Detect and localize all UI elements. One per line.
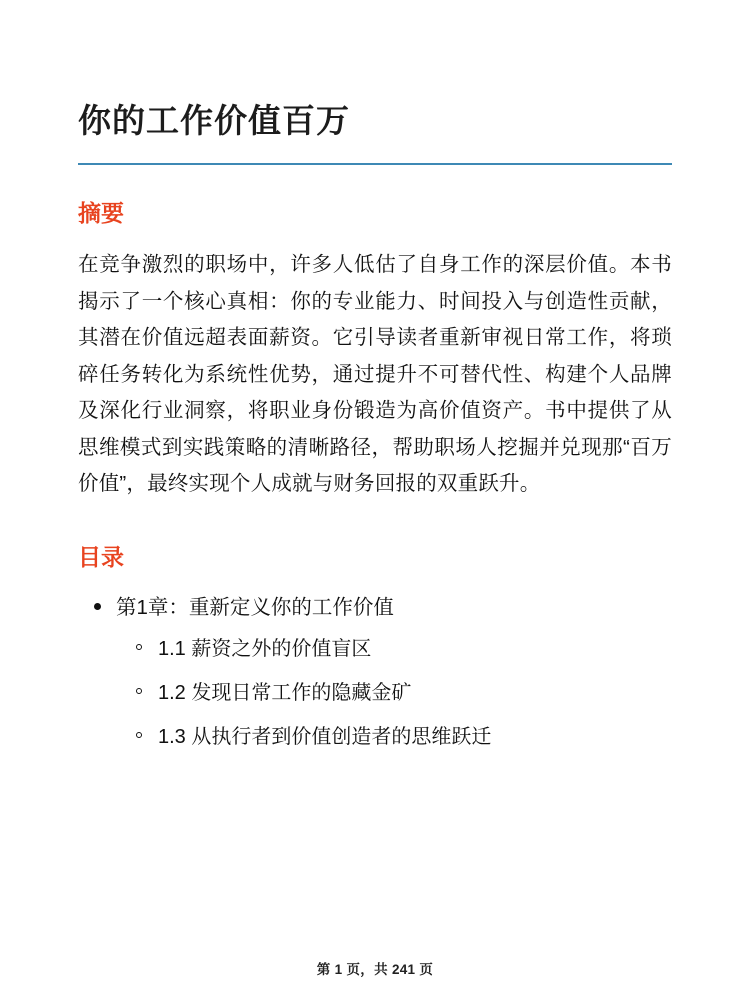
page-footer: 第 1 页，共 241 页 (316, 962, 434, 977)
bullet-circle-icon (136, 732, 142, 738)
toc-chapter-label[interactable]: 第1章：重新定义你的工作价值 (116, 595, 394, 619)
abstract-body: 在竞争激烈的职场中，许多人低估了自身工作的深层价值。本书揭示了一个核心真相：你的专业能力、时间投入与创造性贡献，其潜在价值远超表面薪资。它引导读者重新审视日常工作，将琐碎任务转化为系统性优势，通过提升不可替代性、构建个人品牌及深化行业洞察，将职业身份锻造为高价值资产。书中提供了从思维模式到实践策略的清晰路径，帮助职场人挖掘并兑现那“百万价值”，最终实现个人成就与财务回报的双重跃升。 (78, 253, 672, 496)
toc-heading: 目录 (78, 543, 124, 570)
page-title: 你的工作价值百万 (78, 102, 350, 139)
abstract-heading: 摘要 (78, 200, 124, 227)
title-divider (78, 163, 672, 165)
toc-section-item (116, 722, 672, 753)
bullet-disc-icon (94, 603, 101, 610)
bullet-circle-icon (136, 688, 142, 694)
toc-sublist (116, 634, 672, 753)
toc-section-label[interactable]: 1.1 薪资之外的价值盲区 (158, 638, 372, 661)
toc-section-label[interactable]: 1.3 从执行者到价值创造者的思维跃迁 (158, 726, 492, 749)
bullet-circle-icon (136, 644, 142, 650)
toc-section-item (116, 678, 672, 709)
toc-section-item (116, 634, 672, 665)
toc-section-label[interactable]: 1.2 发现日常工作的隐藏金矿 (158, 682, 412, 705)
toc-list (78, 592, 672, 754)
toc-chapter-item (78, 592, 672, 754)
